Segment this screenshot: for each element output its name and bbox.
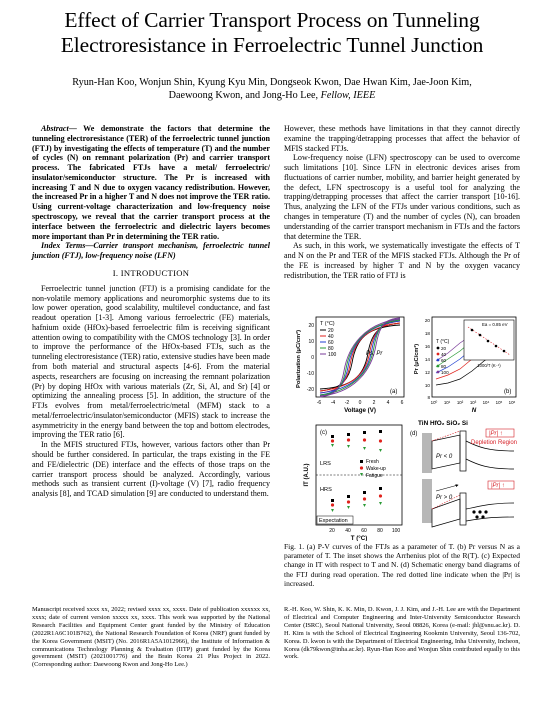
svg-text:16: 16 <box>424 344 430 349</box>
svg-text:40: 40 <box>345 528 351 534</box>
panel-a-yticks <box>307 323 314 393</box>
svg-text:10: 10 <box>308 339 314 345</box>
abstract-lead: Abstract <box>41 124 69 133</box>
svg-text:10⁵: 10⁵ <box>495 400 503 405</box>
svg-text:100: 100 <box>441 370 449 375</box>
electron-dots <box>472 510 487 518</box>
svg-text:100: 100 <box>328 352 337 358</box>
svg-text:8: 8 <box>427 395 430 400</box>
index-terms: Index Terms—Carrier transport mechanism, ferroelectric tunnel junction (FTJ), low-frequency noise (LFN) <box>32 241 270 261</box>
panel-b-legend <box>437 346 450 375</box>
si-valence-top <box>466 459 514 469</box>
svg-text:20: 20 <box>329 528 335 534</box>
svg-text:10⁴: 10⁴ <box>482 400 490 405</box>
authors-line-2: Daewoong Kwon, and Jong-Ho Lee, Fellow, IEEE <box>168 90 376 101</box>
panel-c-label: (c) <box>320 430 327 436</box>
panel-b <box>413 317 516 414</box>
panel-a-legend-title: T (°C) <box>320 321 335 327</box>
tin-layer-bottom <box>422 479 432 523</box>
panel-a-legend <box>320 328 337 358</box>
section-heading: I. INTRODUCTION <box>112 267 190 278</box>
panel-b-xticks <box>431 400 516 405</box>
panel-a-xticks <box>317 400 404 406</box>
right-paragraph-3: As such, in this work, we systematically investigate the effects of T and N on the Pr and TER of the MFIS stacked FTJs. Although the Pr of the FE is increased by higher T and N by the oxygen vacancy redistribution, the TER ratio of FTJ is <box>284 241 520 280</box>
right-paragraph-2: Low-frequency noise (LFN) spectroscopy can be used to overcome such limitations [10]. Since LFN in electronic devices arises from fluctuations of carrier number, mobility, and barrier height generated by the defect, LFN spectroscopy is a useful tool for analyzing the trapping/detrapping processes that affect the carrier transport [10-16]. Thus, analyzing the LFN of the FTJs under various conditions, such as changes in temperature (T) and the number of cycles (N), can broaden understanding of the carrier transport mechanism in FTJs and the factors that determine the TER. <box>284 153 520 241</box>
inset-activation-energy: Ea = 0.85 eV <box>482 322 508 327</box>
svg-text:10²: 10² <box>456 400 464 405</box>
expectation-label: Expectation <box>319 518 348 524</box>
si-valence-bottom <box>466 517 514 521</box>
left-column <box>32 124 270 499</box>
svg-text:Wake-up: Wake-up <box>366 466 386 472</box>
pr-up-label-bottom: |Pr| ↑ <box>491 483 505 489</box>
panel-c <box>304 425 402 541</box>
right-paragraph-1: However, these methods have limitations in that they cannot directly examine the trapping/detrapping processes that affect the behavior of MFIS stacked FTJs. <box>284 124 520 153</box>
panel-d-label: (d) <box>410 431 418 437</box>
svg-text:2: 2 <box>372 400 376 406</box>
svg-text:-10: -10 <box>306 371 314 377</box>
fellow-title: Fellow, IEEE <box>320 90 376 101</box>
abstract <box>32 124 270 241</box>
intro-paragraph-1: Ferroelectric tunnel junction (FTJ) is a promising candidate for the non-volatile memory applications and neuromorphic systems due to its low power operation, good scalability, multilevel conductance, and fast readout operation [1-3]. Among various ferroelectric (FE) materials, hafnium oxide (HfOx)-based ferroelectric film is receiving significant attention owing to compatibility with the CMOS technology [3]. In order to improve the performance of the HfOx-based FTJs, such as the tunneling electroresistance (TER) ratio, extensive studies have been made from both material and structural aspects [4-6]. From the material aspects, researchers are focusing on increasing the remnant polarization (Pr) by doping HfOx with various materials (Zr, Si, Al, and Sr) [4] or optimizing the annealing process [5]. In addition, the structure of the FTJs evolves from metal/ferroelectric/metal (MFM) stack to a metal/ferroelectric/insulator/semiconductor (MFIS) stack to increase the asymmetricity in the energy band between the top and bottom electrodes, improving the TER ratio [6]. <box>32 283 270 440</box>
svg-text:20: 20 <box>328 328 334 334</box>
panel-b-yticks <box>425 318 431 400</box>
panel-b-legend-title: T (°C) <box>436 339 450 345</box>
svg-text:18: 18 <box>424 331 430 336</box>
svg-text:80: 80 <box>377 528 383 534</box>
svg-text:10¹: 10¹ <box>443 400 451 405</box>
svg-text:6: 6 <box>400 400 404 406</box>
panel-c-xlabel: T (°C) <box>350 535 368 541</box>
inset-xlabel: 1000/T (K⁻¹) <box>477 363 501 368</box>
panel-a-label: (a) <box>390 389 398 395</box>
panel-a-xlabel: Voltage (V) <box>344 407 376 414</box>
figure-1-svg <box>286 313 518 541</box>
svg-text:10⁰: 10⁰ <box>430 400 438 405</box>
svg-text:10⁶: 10⁶ <box>508 400 516 405</box>
panel-d <box>410 420 517 527</box>
svg-text:14: 14 <box>424 357 430 362</box>
panel-c-legend <box>360 459 386 479</box>
svg-text:20: 20 <box>424 318 430 323</box>
svg-text:20: 20 <box>441 346 447 351</box>
svg-text:60: 60 <box>441 358 447 363</box>
svg-text:-20: -20 <box>306 387 314 393</box>
svg-text:-2: -2 <box>344 400 350 406</box>
panel-d-header: TiN HfO₂ SiO₂ Si <box>418 420 468 427</box>
panel-c-xticks <box>329 528 400 534</box>
pr-negative-label: Pr < 0 <box>436 454 453 460</box>
svg-text:0: 0 <box>311 355 314 361</box>
svg-text:12: 12 <box>424 370 430 375</box>
panel-a-ylabel: Polarization (μC/cm²) <box>296 330 302 388</box>
svg-text:60: 60 <box>328 340 334 346</box>
figure-1 <box>286 313 518 541</box>
svg-text:10: 10 <box>424 383 430 388</box>
right-column <box>284 124 520 281</box>
sio2-band-top <box>460 431 466 471</box>
sio2-band-bottom <box>460 493 466 525</box>
panel-b-xlabel: N <box>471 407 477 414</box>
svg-text:4: 4 <box>386 400 390 406</box>
authors-line-1: Ryun-Han Koo, Wonjun Shin, Kyung Kyu Min, Dongseok Kwon, Dae Hwan Kim, Jae-Joon Kim, <box>72 77 472 88</box>
panel-b-inset <box>464 320 514 368</box>
hfo2-band-top <box>432 435 460 469</box>
svg-text:80: 80 <box>328 346 334 352</box>
svg-text:40: 40 <box>328 334 334 340</box>
panel-b-ylabel: Pr (μC/cm²) <box>414 343 420 375</box>
svg-text:-6: -6 <box>316 400 322 406</box>
svg-text:10³: 10³ <box>469 400 477 405</box>
svg-text:0: 0 <box>358 400 362 406</box>
svg-text:60: 60 <box>361 528 367 534</box>
hfo2-band-bottom <box>432 499 460 527</box>
abstract-text: — We demonstrate the factors that determine the tunneling electroresistance (TER) of the ferroelectric tunnel junction (FTJ) by investigating the effects of temperature (T) and the number of cycles (N) on remnant polarization (Pr) and carrier transport process. The fabricated FTJs have a metal/ ferroelectric/ insulator/semiconductor structure. The Pr is increased with increasing T and N due to oxygen vacancy redistribution. However, the increased Pr in a higher T and N does not improve the TER ratio. Using current-voltage characterization and low-frequency noise spectroscopy, we reveal that the carrier transport process at the interface between the ferroelectric and dielectric layers becomes more important than Pr in determining the TER ratio. <box>32 124 270 241</box>
footnote-right: R.-H. Koo, W. Shin, K. K. Min, D. Kwon, J. J. Kim, and J.-H. Lee are with the Department of Electrical and Computer Engineering and Inter-University Semiconductor Research Center (ISRC), Seoul National University, Seoul 08826, Korea (e-mail: jhl@snu.ac.kr). D. H. Kim is with the School of Electrical Engineering Kookmin University, Seoul 136-702, Korea. D. kwon is with the Department of Electrical Engineering, Inha University, Incheon, Korea (dk79kwon@inha.ac.kr). Ryun-Han Koo and Wonjun Shin contributed equally to this work. <box>284 606 520 661</box>
panel-a-annotation: Ps, Pr <box>366 351 383 357</box>
svg-text:100: 100 <box>391 528 401 534</box>
depletion-label: Depletion Region <box>470 440 518 446</box>
author-list <box>20 76 524 102</box>
tin-layer-top <box>422 433 432 473</box>
lrs-label: LRS <box>320 461 331 467</box>
svg-text:Fresh: Fresh <box>366 459 379 465</box>
panel-b-label: (b) <box>504 389 512 395</box>
svg-text:20: 20 <box>308 323 314 329</box>
svg-text:40: 40 <box>441 352 447 357</box>
pr-positive-label: Pr > 0 <box>436 495 453 501</box>
figure-caption: Fig. 1. (a) P-V curves of the FTJs as a parameter of T. (b) Pr versus N as a parameter of T. The inset shows the Arrhenius plot of the R(T). (c) Expected change in IT with respect to T and N. (d) Schematic energy band diagrams of the FTJ during read operation. The red dotted line indicate when the |Pr| is increased. <box>284 542 520 588</box>
si-conduction-bottom <box>466 503 514 509</box>
svg-text:-4: -4 <box>330 400 336 406</box>
hrs-label: HRS <box>320 487 332 493</box>
svg-text:80: 80 <box>441 364 447 369</box>
footnote-left: Manuscript received xxxx xx, 2022; revised xxxx xx, xxxx. Date of publication xxxxxx xx, xxxx; date of current version xxxxx xx, xxxx. This work was supported by the National Research Facilities and Equipment Center grant funded by the Ministry of Education (2022R1A6C101B762), the National Research Foundation of Korea (NRF) grant funded by the Korea Government (MSIT) (No. 2016R1A5A1012966), the Institute of Information & communications Technology Planning & Evaluation (IITP) grant funded by the Korea government (MSIT) (2021001776) and the Brain Korea 21 Plus Project in 2022. (Corresponding author: Daewoong Kwon and Jong-Ho Lee.) <box>32 606 270 669</box>
paper-title: Effect of Carrier Transport Process on Tunneling Electroresistance in Ferroelectric Tunnel Junction <box>60 8 484 57</box>
panel-c-ylabel: IT (A.U.) <box>304 463 310 487</box>
pr-up-label-top: |Pr| ↑ <box>489 431 503 437</box>
panel-a <box>295 317 404 414</box>
tunneling-arrow <box>436 485 458 491</box>
intro-paragraph-2: In the MFIS structured FTJs, however, various factors other than Pr should be further considered. In particular, the traps existing in the FE and FE/dielectric (DE) interface and the effects of those traps on the carrier transport process should be analyzed. Accordingly, various methods such as transient current (I)-voltage (V) [7], radio frequency analysis [8], and TCAD simulation [9] are conducted to understand them. <box>32 440 270 499</box>
svg-text:Fatigue: Fatigue <box>366 473 383 479</box>
